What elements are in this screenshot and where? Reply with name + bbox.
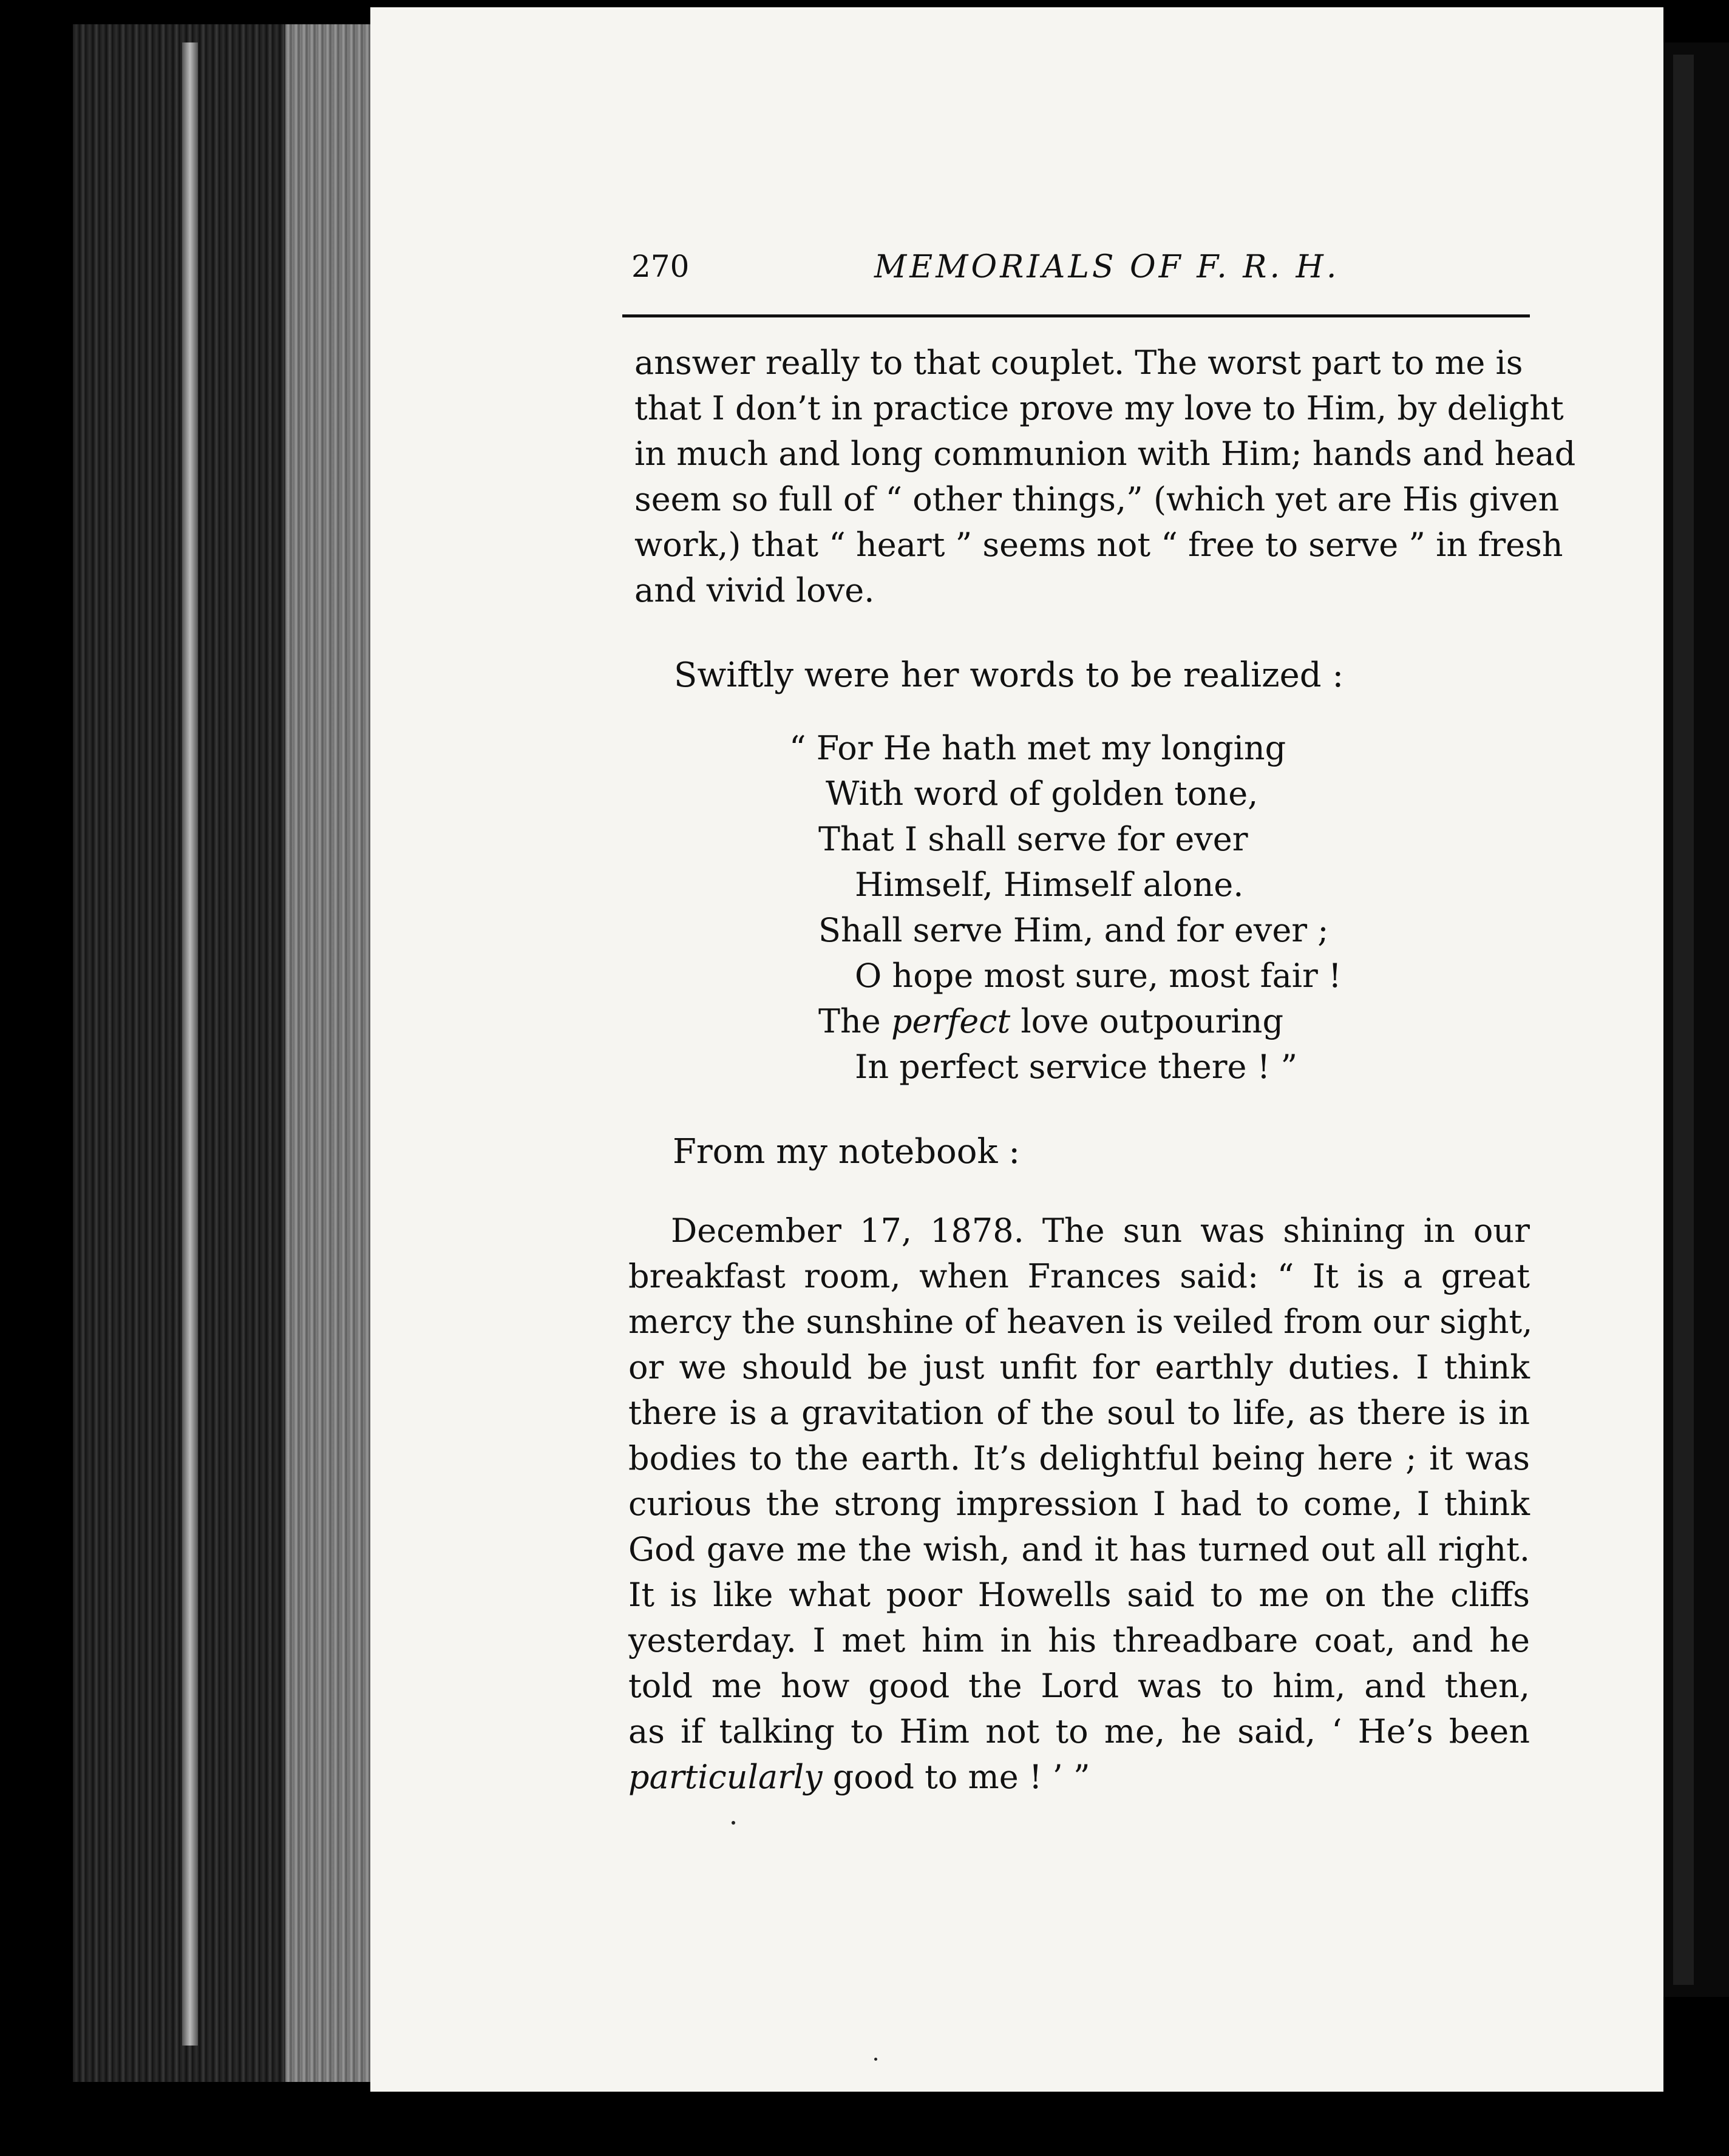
text-line: breakfast room, when Frances said: “ It is a great	[628, 1257, 1530, 1295]
text-line: as if talking to Him not to me, he said, ‘ He’s been	[628, 1712, 1530, 1751]
text-line: mercy the sunshine of heaven is veiled from our sight,	[628, 1303, 1533, 1341]
poem-line	[789, 998, 1342, 1044]
page-edge-highlight	[182, 42, 198, 2046]
lead-in-heading: Swiftly were her words to be realized :	[674, 656, 1344, 695]
page-number: 270	[631, 249, 690, 284]
paragraph-2	[628, 1208, 1533, 1800]
text-line: and vivid love.	[634, 571, 875, 609]
text-line: seem so full of “ other things,” (which yet are His given	[634, 480, 1560, 518]
poem-line: Shall serve Him, and for ever ;	[818, 911, 1329, 949]
text-line: in much and long communion with Him; hands and head	[634, 435, 1576, 473]
poem-line: In perfect service there ! ”	[855, 1048, 1298, 1086]
text-line: bodies to the earth. It’s delightful being here ; it was	[628, 1439, 1530, 1477]
text-line: God gave me the wish, and it has turned out all right.	[628, 1530, 1530, 1568]
text-line: work,) that “ heart ” seems not “ free to serve ” in fresh	[634, 526, 1563, 564]
right-book-edge-strip	[1673, 55, 1694, 1985]
poem-line: O hope most sure, most fair !	[855, 957, 1342, 995]
lead-in-heading: From my notebook :	[673, 1132, 1021, 1171]
text-line: yesterday. I met him in his threadbare coat, and he	[628, 1621, 1530, 1659]
text-line: told me how good the Lord was to him, and then,	[628, 1667, 1530, 1705]
poem-quotation	[789, 725, 1342, 1090]
poem-line: With word of golden tone,	[826, 775, 1259, 813]
text-line: or we should be just unfit for earthly duties. I think	[628, 1348, 1530, 1386]
header-rule	[622, 314, 1530, 317]
text-line: It is like what poor Howells said to me on the cliffs	[628, 1576, 1530, 1614]
text-line: curious the strong impression I had to come, I think	[628, 1485, 1530, 1523]
text-line: answer really to that couplet. The worst part to me is	[634, 344, 1523, 382]
text-line	[628, 1754, 1530, 1800]
poem-word: The	[818, 1002, 881, 1040]
poem-line: “ For He hath met my longing	[789, 729, 1286, 767]
poem-word: love outpouring	[1021, 1002, 1284, 1040]
text-fragment: good to me ! ’ ”	[832, 1758, 1090, 1796]
text-line: December 17, 1878. The sun was shining in our	[671, 1212, 1530, 1250]
running-head: MEMORIALS OF F. R. H.	[874, 249, 1340, 285]
text-line: that I don’t in practice prove my love to Him, by delight	[634, 389, 1564, 427]
page-edge-inner	[285, 24, 370, 2082]
print-speck	[874, 2058, 877, 2061]
poem-line: Himself, Himself alone.	[855, 866, 1244, 904]
text-line: there is a gravitation of the soul to life, as there is in	[628, 1394, 1530, 1432]
poem-italic-word: perfect	[891, 1002, 1011, 1040]
print-speck	[732, 1821, 735, 1825]
italic-word: particularly	[628, 1758, 823, 1796]
poem-line: That I shall serve for ever	[818, 820, 1248, 858]
paragraph-1	[634, 340, 1576, 613]
